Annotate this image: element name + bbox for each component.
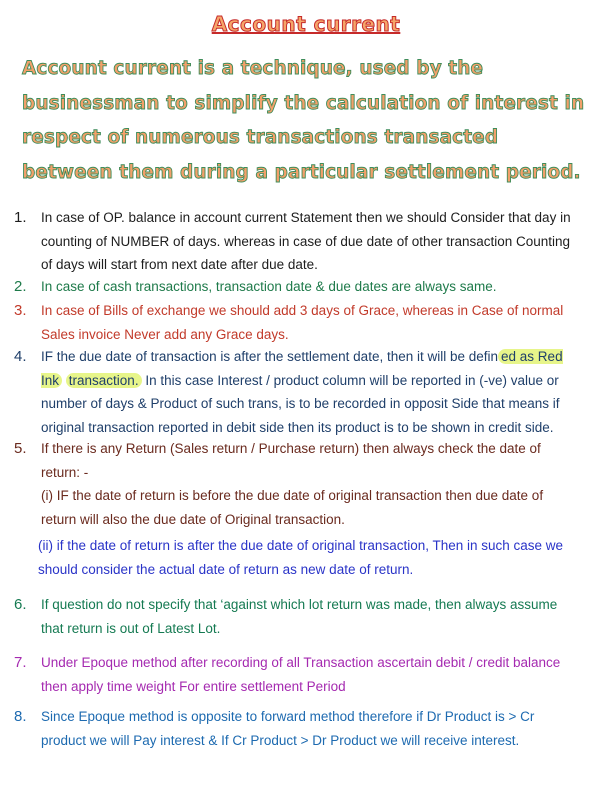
item-number: 1. [14, 209, 27, 226]
list-item-5 [0, 437, 612, 581]
item-number: 4. [14, 348, 27, 365]
item-number: 5. [14, 440, 27, 457]
list-item-8 [0, 705, 612, 752]
item-text: Under Epoque method after recording of all Transaction ascertain debit / credit balance then apply time weight For entire settlement Period [41, 655, 561, 694]
list-item-4 [0, 345, 612, 437]
item-text: If there is any Return (Sales return / Purchase return) then always check the date of return: - [41, 441, 541, 480]
item-text: Since Epoque method is opposite to forward method therefore if Dr Product is > Cr product we will Pay interest & If Cr Product > Dr Product we will receive interest. [41, 709, 535, 748]
item-text: In case of Bills of exchange we should add 3 days of Grace, whereas in Case of normal Sales invoice Never add any Grace days. [41, 303, 564, 342]
definition-paragraph: Account current is a technique, used by the businessman to simplify the calculation of interest in respect of numerous transactions transacted between them during a particular settlement period. [22, 58, 585, 183]
list-item-6 [0, 593, 612, 651]
rules-list [0, 206, 612, 752]
item-text: In case of OP. balance in account current Statement then we should Consider that day in counting of NUMBER of days. whereas in case of due date of other transaction Counting of days will start from next date after due date. [41, 210, 571, 272]
item-text-start: IF the due date of transaction is after the settlement date, then it will be defin [41, 349, 499, 364]
item-number: 8. [14, 708, 27, 725]
item-text-end: In this case Interest / product column will be reported in (-ve) value or number of days & Product of such trans, is to be recorded in opposit Side that means if original transaction reported in debit side then its product is to be shown in credit side. [41, 372, 560, 435]
list-item-1 [0, 206, 612, 275]
list-item-7 [0, 651, 612, 705]
item-number: 6. [14, 596, 27, 613]
item-text: In case of cash transactions, transaction date & due dates are always same. [41, 279, 497, 294]
item-text: If question do not specify that ‘against which lot return was made, then always assume that return is out of Latest Lot. [41, 597, 558, 636]
item-number: 2. [14, 278, 27, 295]
sub-point-ii: (ii) if the date of return is after the due date of original transaction, Then in such case we should consider the actual date of return as new date of return. [38, 538, 564, 577]
sub-point-i: (i) IF the date of return is before the due date of original transaction then due date of return will also the due date of Original transaction. [41, 488, 544, 527]
highlighted-text: ed as Red Ink [41, 349, 563, 388]
page-title: Account current [211, 12, 401, 36]
item-text [41, 345, 581, 439]
list-item-3 [0, 299, 612, 345]
highlighted-text: transaction. [66, 373, 142, 388]
list-item-2 [0, 275, 612, 299]
item-number: 7. [14, 654, 27, 671]
item-number: 3. [14, 302, 27, 319]
